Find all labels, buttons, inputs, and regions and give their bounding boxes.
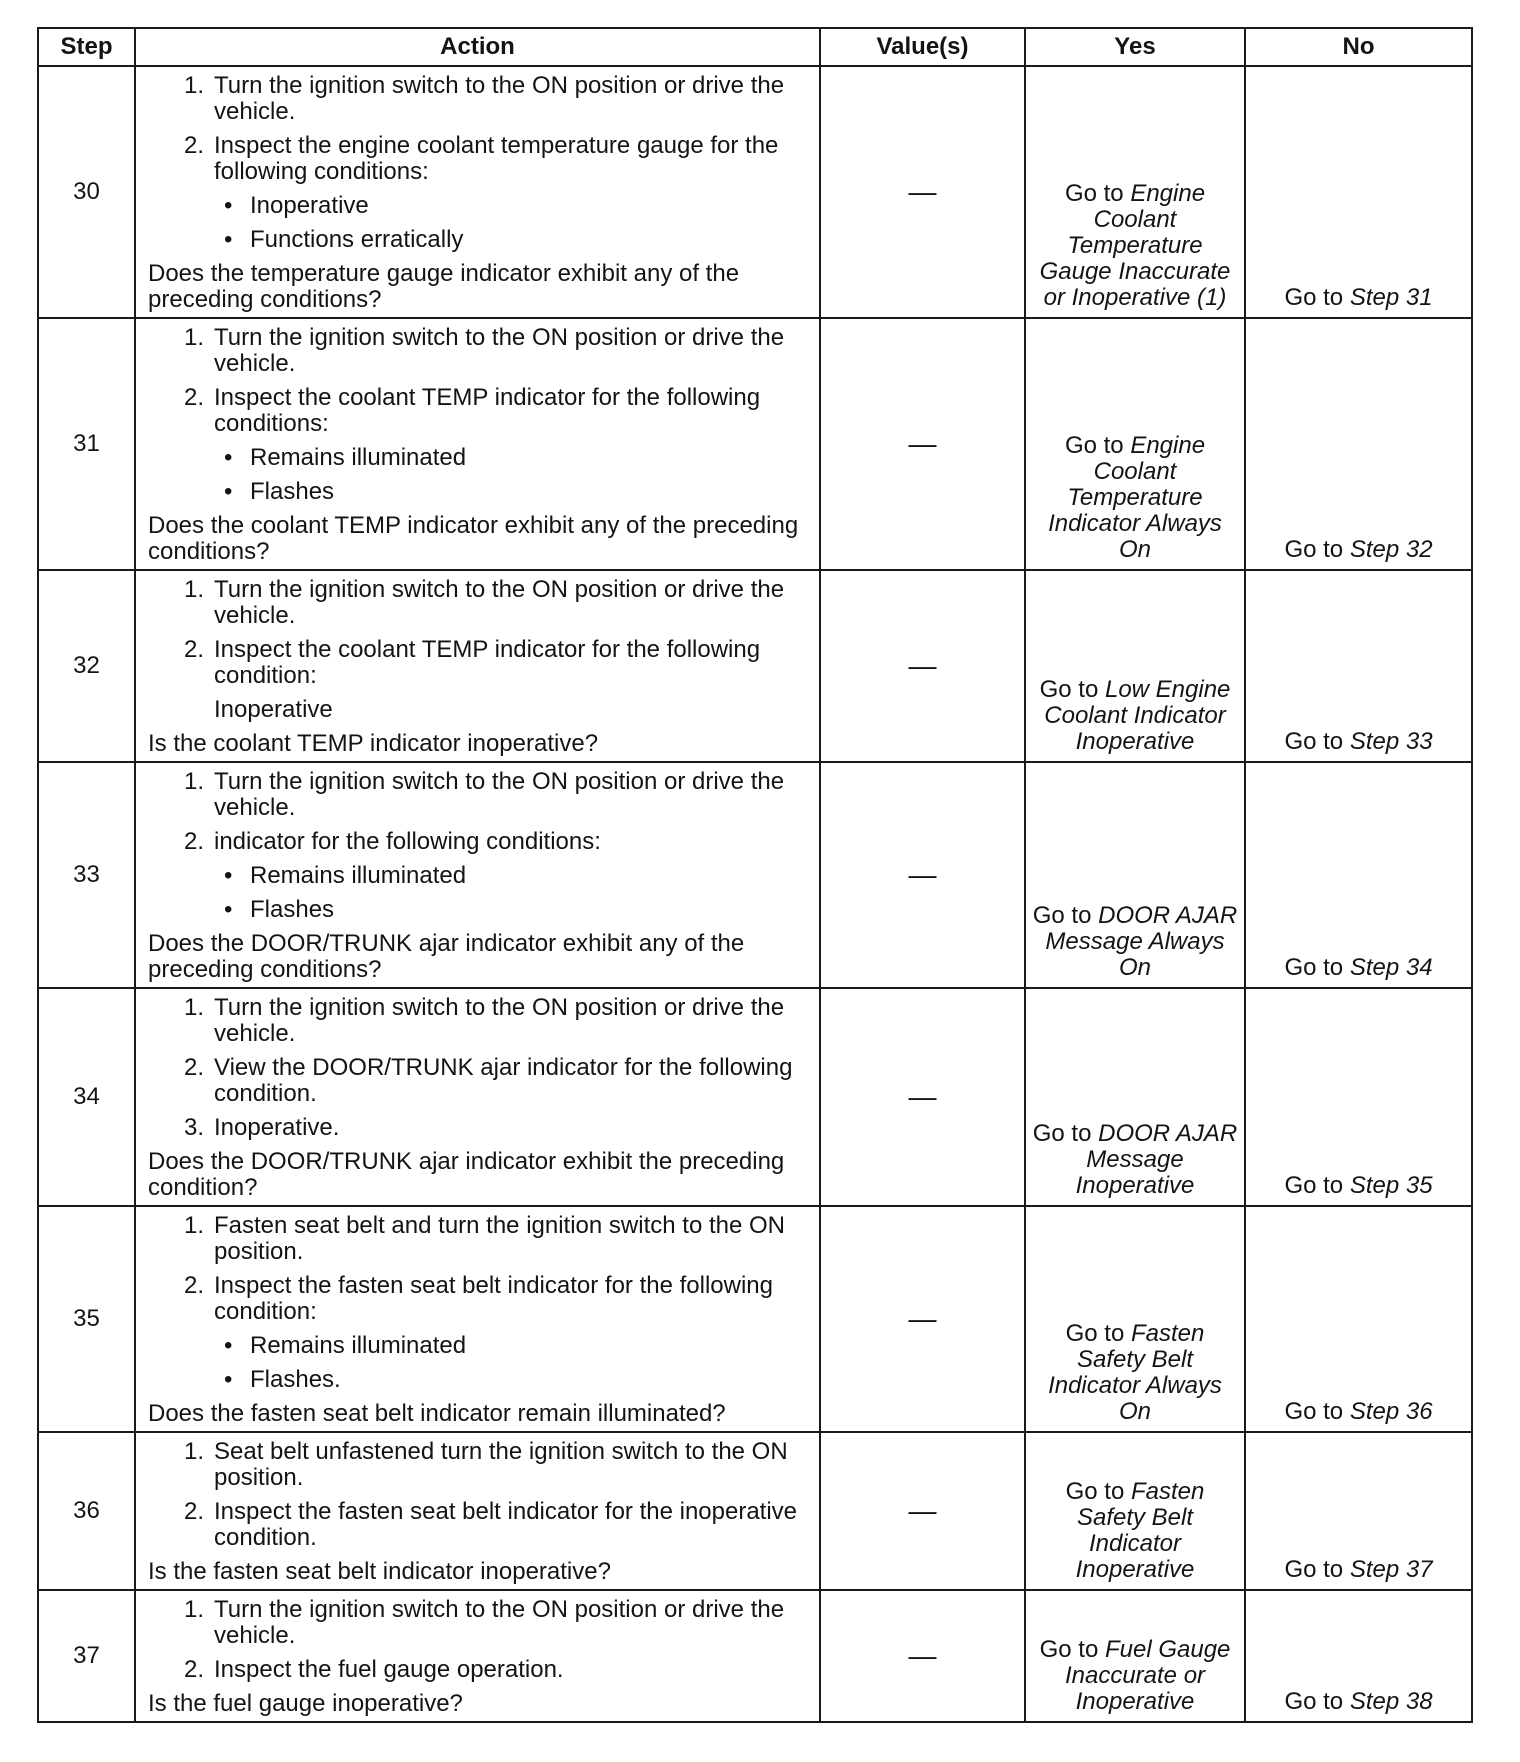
no-link[interactable]: Step 33 (1349, 728, 1433, 755)
condition-text: Inoperative (214, 696, 333, 723)
bullet-item (224, 445, 811, 471)
action-item (148, 1055, 811, 1107)
yes-prefix: Go to (1065, 1320, 1125, 1347)
bullet-item (224, 863, 811, 889)
action-cell (135, 1206, 820, 1432)
value-cell: — (820, 66, 1025, 318)
action-item (148, 1439, 811, 1491)
step-number: 35 (38, 1206, 135, 1432)
step-number: 32 (38, 570, 135, 762)
action-item-number: 1. (183, 576, 204, 603)
action-item-number: 2. (183, 1054, 204, 1081)
yes-link[interactable]: Engine Coolant Temperature Gauge Inaccurate or Inoperative (1) (1039, 180, 1231, 311)
yes-prefix: Go to (1065, 1478, 1125, 1505)
action-item-number: 3. (183, 1114, 204, 1141)
no-link[interactable]: Step 35 (1349, 1172, 1433, 1199)
bullet-item (224, 1367, 811, 1393)
no-cell (1245, 762, 1472, 988)
no-prefix: Go to (1284, 1556, 1344, 1583)
action-item (148, 637, 811, 689)
table-row (38, 762, 1472, 988)
no-prefix: Go to (1284, 1172, 1344, 1199)
action-item-text: Turn the ignition switch to the ON position or drive the vehicle. (214, 576, 785, 629)
action-item-text: Turn the ignition switch to the ON position or drive the vehicle. (214, 1596, 785, 1649)
action-item-text: indicator for the following conditions: (214, 828, 601, 855)
yes-cell (1025, 1432, 1245, 1590)
no-prefix: Go to (1284, 1688, 1344, 1715)
yes-link[interactable]: Engine Coolant Temperature Indicator Always On (1048, 432, 1222, 563)
bullet-icon: • (224, 478, 233, 505)
bullet-icon: • (224, 1366, 233, 1393)
action-item-text: Inspect the fuel gauge operation. (214, 1656, 564, 1683)
action-item-number: 2. (183, 1272, 204, 1299)
action-item (148, 1115, 811, 1141)
step-number: 31 (38, 318, 135, 570)
action-item-number: 1. (183, 72, 204, 99)
action-item (148, 1657, 811, 1683)
no-link[interactable]: Step 31 (1349, 284, 1433, 311)
table-row (38, 1590, 1472, 1722)
action-item (148, 769, 811, 821)
value-cell: — (820, 1590, 1025, 1722)
action-item (148, 995, 811, 1047)
header-row (38, 28, 1472, 66)
action-item-text: View the DOOR/TRUNK ajar indicator for the following condition. (214, 1054, 793, 1107)
action-item-number: 2. (183, 828, 204, 855)
action-question: Does the coolant TEMP indicator exhibit any of the preceding conditions? (148, 512, 799, 565)
yes-cell (1025, 1206, 1245, 1432)
yes-cell (1025, 1590, 1245, 1722)
step-number: 37 (38, 1590, 135, 1722)
action-item-number: 2. (183, 384, 204, 411)
action-item-number: 1. (183, 994, 204, 1021)
table-row (38, 66, 1472, 318)
no-cell (1245, 1206, 1472, 1432)
table-row (38, 1432, 1472, 1590)
bullet-item (224, 227, 811, 253)
action-question: Does the DOOR/TRUNK ajar indicator exhibit the preceding condition? (148, 1148, 785, 1201)
action-item (148, 829, 811, 855)
no-prefix: Go to (1284, 284, 1344, 311)
yes-link[interactable]: Fuel Gauge Inaccurate or Inoperative (1064, 1636, 1231, 1715)
action-item (148, 1597, 811, 1649)
action-item-number: 2. (183, 636, 204, 663)
no-link[interactable]: Step 36 (1349, 1398, 1433, 1425)
yes-cell (1025, 570, 1245, 762)
action-question: Does the DOOR/TRUNK ajar indicator exhibit any of the preceding conditions? (148, 930, 745, 983)
no-cell (1245, 570, 1472, 762)
action-item-number: 1. (183, 1438, 204, 1465)
bullet-icon: • (224, 1332, 233, 1359)
yes-prefix: Go to (1032, 902, 1092, 929)
action-item-number: 1. (183, 768, 204, 795)
action-question: Is the fasten seat belt indicator inoperative? (148, 1558, 611, 1585)
value-cell: — (820, 762, 1025, 988)
value-cell: — (820, 1432, 1025, 1590)
action-item-number: 2. (183, 1498, 204, 1525)
yes-link[interactable]: Low Engine Coolant Indicator Inoperative (1044, 676, 1231, 755)
action-item-text: Inspect the engine coolant temperature gauge for the following conditions: (214, 132, 779, 185)
bullet-item (224, 897, 811, 923)
no-link[interactable]: Step 37 (1349, 1556, 1433, 1583)
action-item-text: Inspect the fasten seat belt indicator for the inoperative condition. (214, 1498, 798, 1551)
bullet-text: Flashes (250, 896, 335, 923)
table-row (38, 318, 1472, 570)
value-cell: — (820, 988, 1025, 1206)
value-cell: — (820, 570, 1025, 762)
bullet-icon: • (224, 896, 233, 923)
action-item-text: Fasten seat belt and turn the ignition switch to the ON position. (214, 1212, 785, 1265)
action-item (148, 1273, 811, 1325)
action-cell (135, 66, 820, 318)
action-cell (135, 762, 820, 988)
action-item (148, 385, 811, 437)
yes-prefix: Go to (1032, 1120, 1092, 1147)
step-number: 30 (38, 66, 135, 318)
action-item-number: 2. (183, 1656, 204, 1683)
no-prefix: Go to (1284, 954, 1344, 981)
yes-cell (1025, 762, 1245, 988)
yes-cell (1025, 66, 1245, 318)
value-cell: — (820, 318, 1025, 570)
action-item-text: Turn the ignition switch to the ON position or drive the vehicle. (214, 72, 785, 125)
yes-prefix: Go to (1064, 180, 1124, 207)
bullet-item (224, 479, 811, 505)
action-cell (135, 988, 820, 1206)
table-row (38, 1206, 1472, 1432)
diagnostic-table (37, 27, 1473, 1723)
action-item (148, 133, 811, 185)
action-item (148, 1213, 811, 1265)
no-link[interactable]: Step 38 (1349, 1688, 1433, 1715)
bullet-icon: • (224, 226, 233, 253)
bullet-text: Remains illuminated (250, 862, 467, 889)
yes-link[interactable]: Fasten Safety Belt Indicator Inoperative (1075, 1478, 1205, 1583)
action-item-text: Turn the ignition switch to the ON position or drive the vehicle. (214, 324, 785, 377)
table-row (38, 570, 1472, 762)
yes-cell (1025, 318, 1245, 570)
action-item-text: Seat belt unfastened turn the ignition switch to the ON position. (214, 1438, 788, 1491)
value-cell: — (820, 1206, 1025, 1432)
action-cell (135, 1590, 820, 1722)
header-yes: Yes (1025, 28, 1245, 66)
action-item-text: Inspect the coolant TEMP indicator for the following condition: (214, 636, 761, 689)
yes-link[interactable]: DOOR AJAR Message Inoperative (1075, 1120, 1238, 1199)
action-item-number: 2. (183, 132, 204, 159)
bullet-text: Functions erratically (250, 226, 464, 253)
header-no: No (1245, 28, 1472, 66)
header-step: Step (38, 28, 135, 66)
yes-prefix: Go to (1064, 432, 1124, 459)
action-item (148, 325, 811, 377)
yes-cell (1025, 988, 1245, 1206)
bullet-item (224, 193, 811, 219)
action-item-text: Inspect the fasten seat belt indicator for the following condition: (214, 1272, 773, 1325)
no-prefix: Go to (1284, 536, 1344, 563)
header-action: Action (135, 28, 820, 66)
yes-link[interactable]: Fasten Safety Belt Indicator Always On (1048, 1320, 1222, 1425)
step-number: 36 (38, 1432, 135, 1590)
action-item-text: Inspect the coolant TEMP indicator for the following conditions: (214, 384, 761, 437)
action-item-text: Inoperative. (214, 1114, 340, 1141)
yes-prefix: Go to (1039, 676, 1099, 703)
action-item (148, 73, 811, 125)
action-cell (135, 570, 820, 762)
action-cell (135, 1432, 820, 1590)
bullet-text: Remains illuminated (250, 444, 467, 471)
diagnostic-table-page (37, 27, 1471, 1723)
step-number: 33 (38, 762, 135, 988)
bullet-icon: • (224, 862, 233, 889)
action-question: Does the fasten seat belt indicator remain illuminated? (148, 1400, 726, 1427)
action-item-number: 1. (183, 324, 204, 351)
action-item-number: 1. (183, 1596, 204, 1623)
no-prefix: Go to (1284, 728, 1344, 755)
bullet-text: Remains illuminated (250, 1332, 467, 1359)
yes-link[interactable]: DOOR AJAR Message Always On (1045, 902, 1238, 981)
action-question: Is the coolant TEMP indicator inoperative? (148, 730, 599, 757)
action-item (148, 1499, 811, 1551)
bullet-text: Flashes (250, 478, 335, 505)
no-cell (1245, 66, 1472, 318)
no-cell (1245, 1590, 1472, 1722)
action-item-text: Turn the ignition switch to the ON position or drive the vehicle. (214, 994, 785, 1047)
no-link[interactable]: Step 34 (1349, 954, 1433, 981)
bullet-text: Inoperative (250, 192, 369, 219)
bullet-text: Flashes. (250, 1366, 341, 1393)
action-item (148, 577, 811, 629)
action-item-text: Turn the ignition switch to the ON position or drive the vehicle. (214, 768, 785, 821)
no-cell (1245, 318, 1472, 570)
no-prefix: Go to (1284, 1398, 1344, 1425)
header-values: Value(s) (820, 28, 1025, 66)
action-cell (135, 318, 820, 570)
yes-prefix: Go to (1039, 1636, 1099, 1663)
no-cell (1245, 1432, 1472, 1590)
no-cell (1245, 988, 1472, 1206)
bullet-item (224, 1333, 811, 1359)
no-link[interactable]: Step 32 (1349, 536, 1433, 563)
action-question: Is the fuel gauge inoperative? (148, 1690, 463, 1717)
bullet-icon: • (224, 444, 233, 471)
action-item-number: 1. (183, 1212, 204, 1239)
table-row (38, 988, 1472, 1206)
bullet-icon: • (224, 192, 233, 219)
step-number: 34 (38, 988, 135, 1206)
action-question: Does the temperature gauge indicator exhibit any of the preceding conditions? (148, 260, 740, 313)
